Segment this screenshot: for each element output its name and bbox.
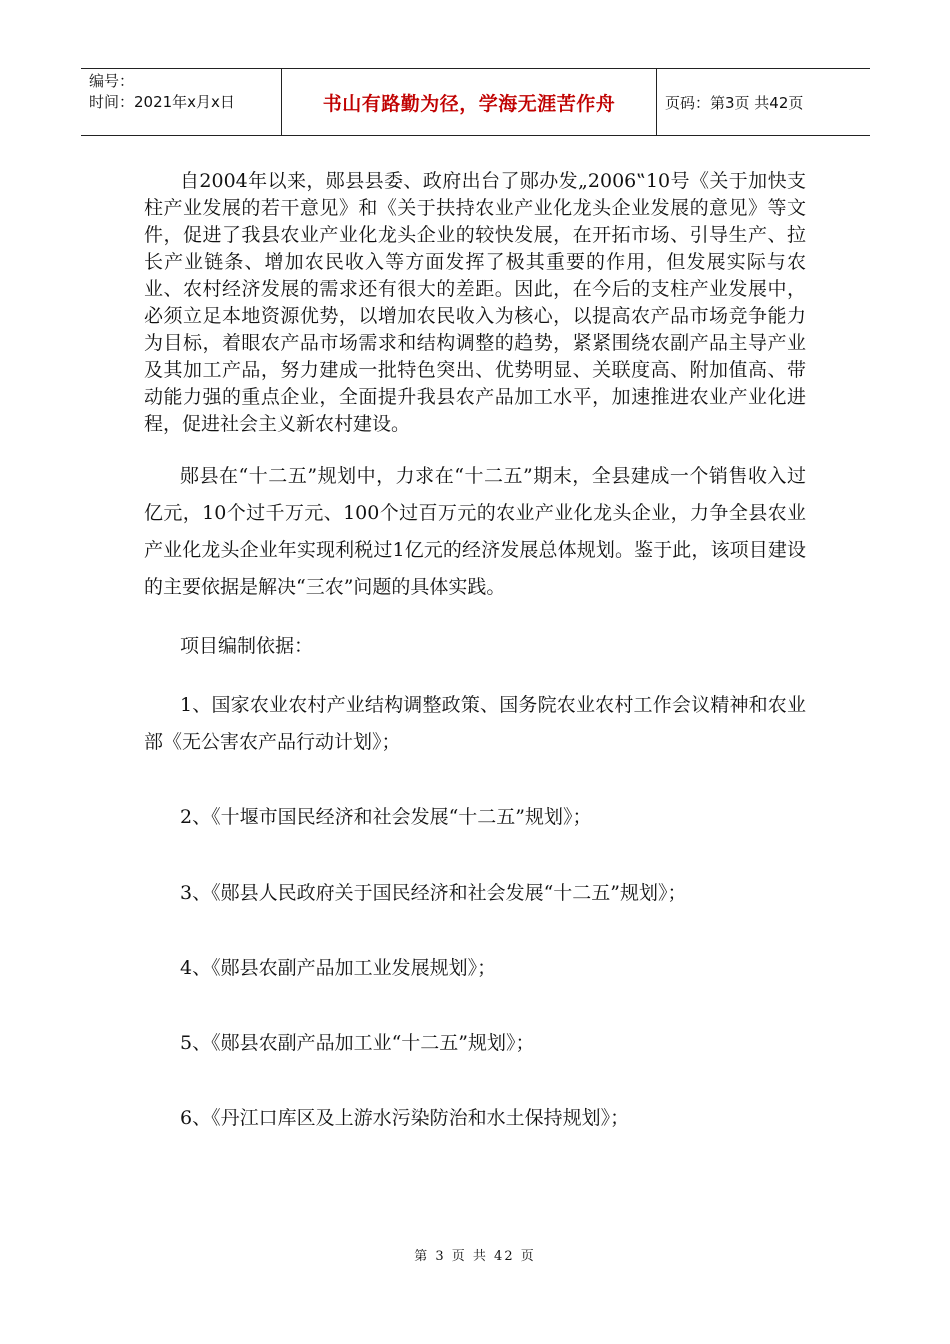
document-number-label: 编号： — [89, 72, 135, 90]
basis-item-6: 6、《丹江口库区及上游水污染防治和水土保持规划》； — [180, 1107, 630, 1129]
header-motto-cell — [282, 69, 657, 135]
document-date: 时间：2021年x月x日 — [89, 93, 235, 111]
page-footer: 第 3 页 共 42 页 — [414, 1249, 536, 1264]
basis-heading: 项目编制依据： — [180, 635, 314, 657]
basis-item-3: 3、《郧县人民政府关于国民经济和社会发展“十二五”规划》； — [180, 882, 687, 904]
header-page-info: 页码：第3页 共42页 — [665, 93, 804, 112]
basis-item-5: 5、《郧县农副产品加工业“十二五”规划》； — [180, 1032, 535, 1054]
document-header — [81, 68, 870, 136]
paragraph-background: 自2004年以来，郧县县委、政府出台了郧办发„2006‟10号《关于加快支柱产业发展的若干意见》和《关于扶持农业产业化龙头企业发展的意见》等文件，促进了我县农业产业化龙头企业的较快发展，在开拓市场、引导生产、拉长产业链条、增加农民收入等方面发挥了极其重要的作用，但发展实际与农业、农村经济发展的需求还有很大的差距。因此，在今后的支柱产业发展中，必须立足本地资源优势，以增加农民收入为核心，以提高农产品市场竞争能力为目标，着眼农产品市场需求和结构调整的趋势，紧紧围绕农副产品主导产业及其加工产品，努力建成一批特色突出、优势明显、关联度高、附加值高、带动能力强的重点企业，全面提升我县农产品加工水平，加速推进农业产业化进程，促进社会主义新农村建设。 — [144, 170, 806, 435]
basis-item-1: 1、国家农业农村产业结构调整政策、国务院农业农村工作会议精神和农业部《无公害农产品行动计划》； — [144, 694, 806, 753]
header-meta — [81, 69, 282, 135]
paragraph-plan: 郧县在“十二五”规划中，力求在“十二五”期末，全县建成一个销售收入过亿元，10个过千万元、100个过百万元的农业产业化龙头企业，力争全县农业产业化龙头企业年实现利税过1亿元的经济发展总体规划。鉴于此，该项目建设的主要依据是解决“三农”问题的具体实践。 — [144, 465, 806, 598]
document-body — [144, 168, 806, 1137]
basis-item-4: 4、《郧县农副产品加工业发展规划》； — [180, 957, 497, 979]
basis-item-2: 2、《十堰市国民经济和社会发展“十二五”规划》； — [180, 806, 592, 828]
header-page-info-cell — [657, 69, 870, 135]
header-motto: 书山有路勤为径，学海无涯苦作舟 — [322, 92, 616, 115]
